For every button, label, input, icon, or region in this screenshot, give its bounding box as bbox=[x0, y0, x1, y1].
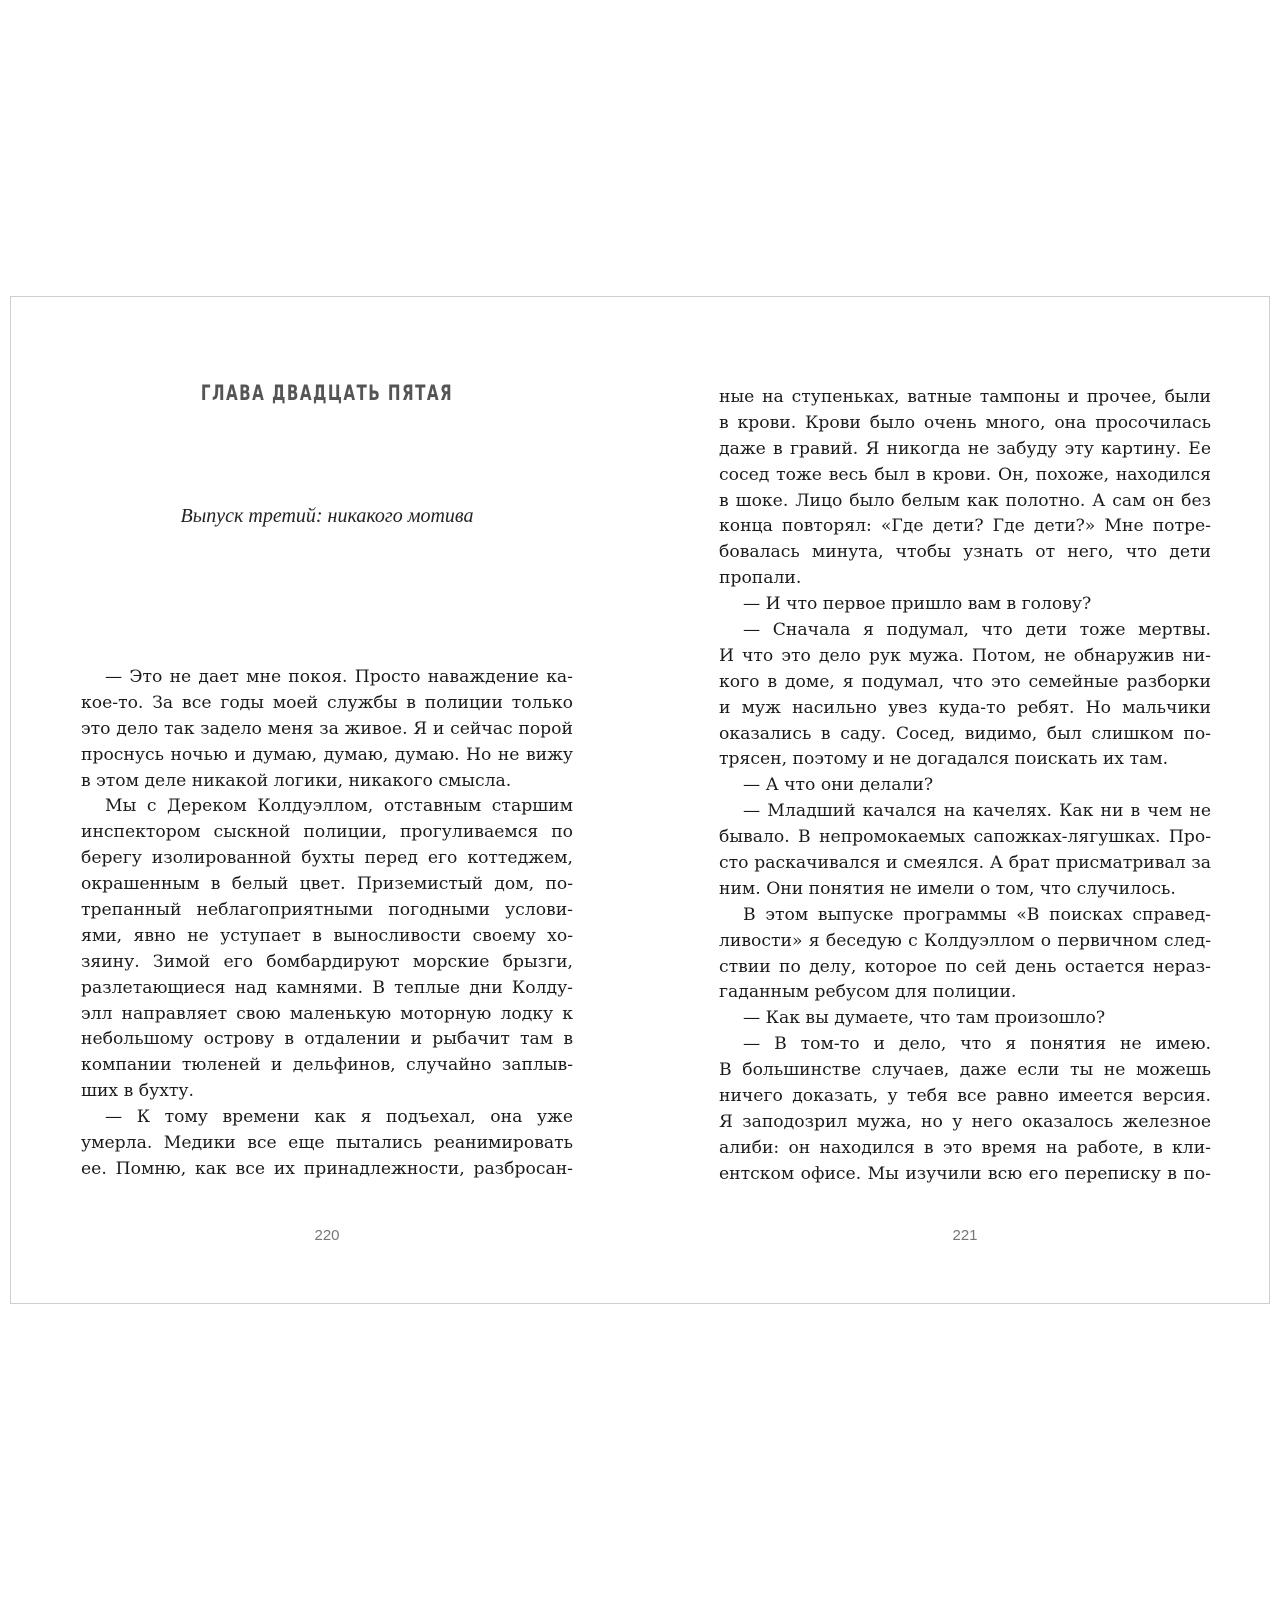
text-line: ливости» я беседую с Колдуэллом о первичном след- bbox=[719, 930, 1211, 951]
page-number: 221 bbox=[952, 1227, 978, 1244]
text-line: в крови. Крови было очень много, она просочилась bbox=[719, 412, 1211, 433]
text-line: и муж насильно увез куда-то ребят. Но мальчики bbox=[719, 697, 1211, 718]
text-line: — К тому времени как я подъехал, она уже bbox=[105, 1107, 573, 1128]
text-line: проснусь ночью и думаю, думаю, думаю. Но не вижу bbox=[81, 744, 573, 765]
text-line: в этом деле никакой логики, никакого смысла. bbox=[81, 770, 512, 791]
text-line: — И что первое пришло вам в голову? bbox=[743, 594, 1092, 615]
text-line: зяину. Зимой его бомбардируют морские брызги, bbox=[81, 951, 573, 972]
right-body-text bbox=[719, 385, 1211, 1188]
text-line: берегу изолированной бухты перед его коттеджем, bbox=[81, 848, 573, 869]
text-line: трясен, поэтому и не догадался поискать их там. bbox=[719, 749, 1169, 770]
text-line: ные на ступеньках, ватные тампоны и прочее, были bbox=[719, 387, 1211, 407]
text-line: ним. Они понятия не имели о том, что случилось. bbox=[719, 878, 1176, 899]
left-body-text bbox=[81, 665, 573, 1183]
text-line: оказались в саду. Сосед, видимо, был слишком по- bbox=[719, 723, 1211, 744]
page-number: 220 bbox=[314, 1227, 340, 1244]
text-line: элл направляет свою маленькую моторную лодку к bbox=[81, 1003, 573, 1024]
text-line: — А что они делали? bbox=[743, 775, 934, 796]
text-line: компании тюленей и дельфинов, случайно заплыв- bbox=[81, 1055, 573, 1076]
text-line: кого в доме, я подумал, что это семейные разборки bbox=[719, 671, 1211, 692]
text-line: В этом выпуске программы «В поисках справед- bbox=[743, 904, 1211, 925]
text-line: небольшому острову в отдалении и рыбачит там в bbox=[81, 1029, 573, 1050]
text-line: бовалась минута, чтобы узнать от него, что дети bbox=[719, 542, 1211, 563]
text-line: это дело так задело меня за живое. Я и сейчас порой bbox=[81, 718, 573, 739]
text-line: сто раскачивался и смеялся. А брат присматривал за bbox=[719, 853, 1211, 874]
text-line: в шоке. Лицо было белым как полотно. А сам он без bbox=[719, 490, 1211, 511]
text-line: бывало. В непромокаемых сапожках-лягушках. Про- bbox=[719, 827, 1211, 848]
text-line: — Младший качался на качелях. Как ни в чем не bbox=[743, 801, 1211, 822]
book-spread bbox=[10, 296, 1270, 1304]
text-line: алиби: он находился в это время на работе, в кли- bbox=[719, 1137, 1211, 1158]
text-line: ствии по делу, которое по сей день остается нераз- bbox=[719, 956, 1211, 977]
text-line: — Как вы думаете, что там произошло? bbox=[743, 1008, 1106, 1029]
right-page bbox=[719, 297, 1211, 1303]
text-line: инспектором сыскной полиции, прогуливаемся по bbox=[81, 822, 573, 843]
text-line: И что это дело рук мужа. Потом, не обнаружив ни- bbox=[719, 645, 1211, 666]
text-line: конца повторял: «Где дети? Где дети?» Мне потре- bbox=[719, 516, 1211, 537]
text-line: трепанный неблагоприятными погодными услови- bbox=[81, 900, 573, 921]
text-line: ентском офисе. Мы изучили всю его переписку в по- bbox=[719, 1163, 1211, 1184]
chapter-title: ГЛАВА ДВАДЦАТЬ ПЯТАЯ bbox=[200, 381, 454, 405]
text-line: — Это не дает мне покоя. Просто наваждение ка- bbox=[105, 667, 573, 687]
episode-subtitle: Выпуск третий: никакого мотива bbox=[180, 505, 474, 527]
text-line: даже в гравий. Я никогда не забуду эту картину. Ее bbox=[719, 438, 1211, 459]
text-line: окрашенным в белый цвет. Приземистый дом, по- bbox=[81, 874, 573, 895]
left-page bbox=[81, 297, 573, 1303]
text-line: гаданным ребусом для полиции. bbox=[719, 982, 1017, 1003]
text-line: умерла. Медики все еще пытались реанимировать bbox=[81, 1133, 573, 1154]
text-line: В большинстве случаев, даже если ты не можешь bbox=[719, 1060, 1211, 1081]
text-line: сосед тоже весь был в крови. Он, похоже, находился bbox=[719, 464, 1211, 485]
text-line: ями, явно не уступает в выносливости своему хо- bbox=[81, 925, 573, 946]
text-line: — В том-то и дело, что я понятия не имею. bbox=[743, 1034, 1211, 1055]
text-line: ших в бухту. bbox=[81, 1081, 194, 1102]
text-line: — Сначала я подумал, что дети тоже мертвы. bbox=[743, 620, 1211, 641]
text-line: пропали. bbox=[719, 568, 802, 589]
text-line: разлетающиеся над камнями. В теплые дни Колду- bbox=[81, 977, 573, 998]
text-line: ее. Помню, как все их принадлежности, разбросан- bbox=[81, 1158, 573, 1179]
text-line: ничего доказать, у тебя все равно имеется версия. bbox=[719, 1086, 1211, 1107]
text-line: Мы с Дереком Колдуэллом, отставным старшим bbox=[105, 796, 573, 817]
text-line: Я заподозрил мужа, но у него оказалось железное bbox=[719, 1111, 1211, 1132]
text-line: кое-то. За все годы моей службы в полиции только bbox=[81, 692, 573, 713]
